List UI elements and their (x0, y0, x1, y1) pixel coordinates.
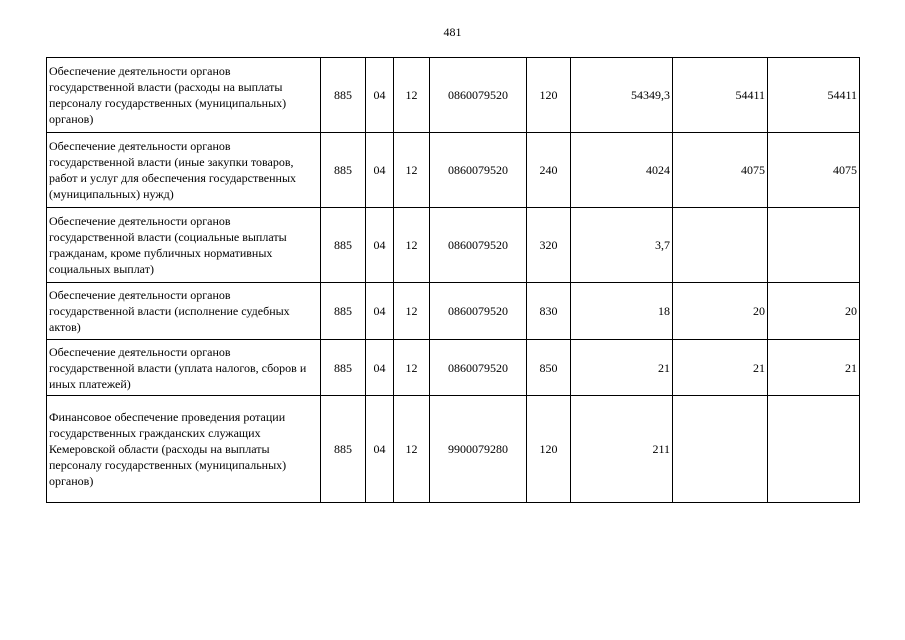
row-amount-2: 4075 (673, 133, 768, 208)
row-amount-2 (673, 208, 768, 283)
row-code: 885 (321, 58, 366, 133)
row-amount-3: 20 (768, 283, 860, 340)
row-target: 0860079520 (430, 208, 527, 283)
row-amount-1: 211 (571, 396, 673, 503)
row-subsection: 12 (394, 396, 430, 503)
table-row (47, 133, 860, 208)
row-subsection: 12 (394, 133, 430, 208)
row-amount-2: 21 (673, 340, 768, 396)
row-code: 885 (321, 133, 366, 208)
row-description: Финансовое обеспечение проведения ротации государственных гражданских служащих Кемеровской области (расходы на выплаты персоналу государственных (муниципальных) органов) (47, 396, 321, 503)
row-section: 04 (366, 133, 394, 208)
table-row (47, 283, 860, 340)
row-amount-2: 54411 (673, 58, 768, 133)
row-subsection: 12 (394, 340, 430, 396)
row-section: 04 (366, 58, 394, 133)
row-amount-3: 54411 (768, 58, 860, 133)
row-code: 885 (321, 208, 366, 283)
row-code: 885 (321, 283, 366, 340)
row-section: 04 (366, 208, 394, 283)
row-section: 04 (366, 340, 394, 396)
row-description: Обеспечение деятельности органов государственной власти (иные закупки товаров, работ и услуг для обеспечения государственных (муниципальных) нужд) (47, 133, 321, 208)
row-description: Обеспечение деятельности органов государственной власти (уплата налогов, сборов и иных платежей) (47, 340, 321, 396)
table-row (47, 208, 860, 283)
row-type: 120 (527, 58, 571, 133)
row-section: 04 (366, 283, 394, 340)
row-amount-2: 20 (673, 283, 768, 340)
row-target: 0860079520 (430, 340, 527, 396)
row-subsection: 12 (394, 208, 430, 283)
row-amount-3: 21 (768, 340, 860, 396)
row-type: 240 (527, 133, 571, 208)
budget-table (46, 57, 860, 503)
row-subsection: 12 (394, 58, 430, 133)
row-code: 885 (321, 396, 366, 503)
row-amount-1: 3,7 (571, 208, 673, 283)
row-subsection: 12 (394, 283, 430, 340)
row-amount-1: 18 (571, 283, 673, 340)
page-number: 481 (443, 25, 462, 39)
row-target: 9900079280 (430, 396, 527, 503)
row-amount-1: 21 (571, 340, 673, 396)
row-code: 885 (321, 340, 366, 396)
row-target: 0860079520 (430, 58, 527, 133)
row-amount-1: 54349,3 (571, 58, 673, 133)
row-type: 320 (527, 208, 571, 283)
row-amount-3 (768, 208, 860, 283)
row-target: 0860079520 (430, 283, 527, 340)
row-amount-3: 4075 (768, 133, 860, 208)
row-description: Обеспечение деятельности органов государственной власти (исполнение судебных актов) (47, 283, 321, 340)
table-row (47, 396, 860, 503)
row-description: Обеспечение деятельности органов государственной власти (социальные выплаты гражданам, кроме публичных нормативных социальных выплат) (47, 208, 321, 283)
row-type: 850 (527, 340, 571, 396)
table-row (47, 58, 860, 133)
row-amount-1: 4024 (571, 133, 673, 208)
table-row (47, 340, 860, 396)
row-target: 0860079520 (430, 133, 527, 208)
row-section: 04 (366, 396, 394, 503)
row-type: 120 (527, 396, 571, 503)
row-description: Обеспечение деятельности органов государственной власти (расходы на выплаты персоналу государственных (муниципальных) органов) (47, 58, 321, 133)
row-type: 830 (527, 283, 571, 340)
row-amount-2 (673, 396, 768, 503)
row-amount-3 (768, 396, 860, 503)
